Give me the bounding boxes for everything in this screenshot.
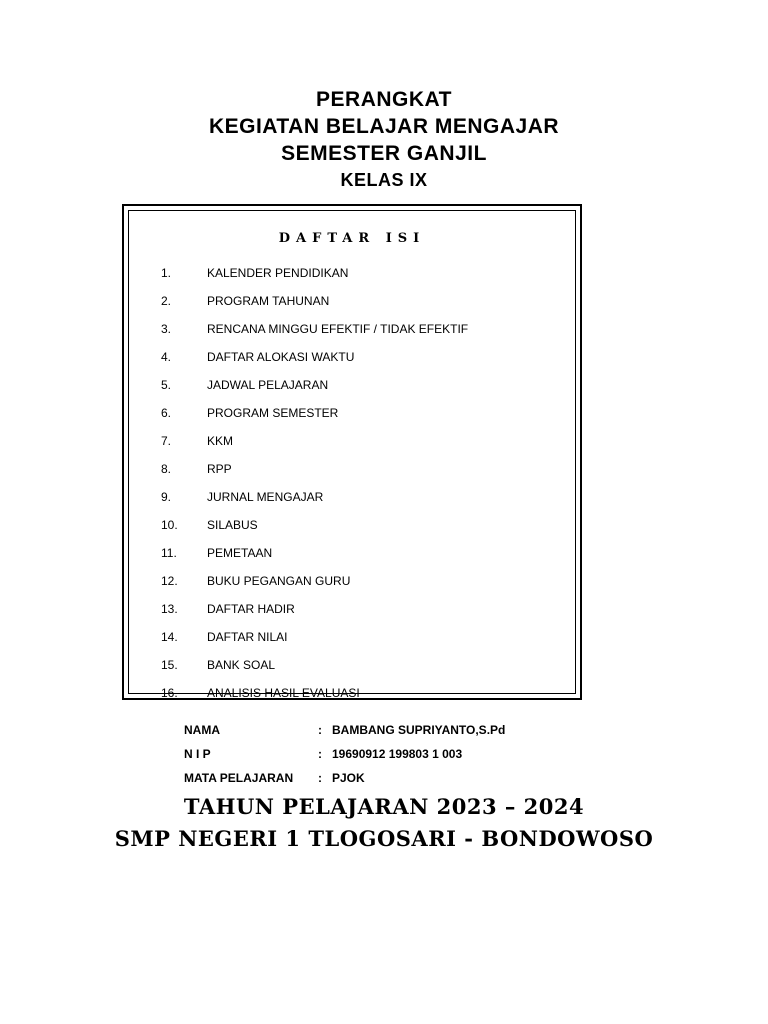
info-row (184, 742, 604, 766)
academic-year: TAHUN PELAJARAN 2023 – 2024 (183, 794, 585, 819)
info-colon: : (318, 747, 322, 761)
list-item (129, 651, 575, 679)
info-label: NAMA (184, 723, 220, 737)
info-colon: : (318, 723, 322, 737)
list-item-label: JURNAL MENGAJAR (207, 490, 324, 504)
info-label: N I P (184, 747, 211, 761)
list-item-label: PEMETAAN (207, 546, 273, 560)
list-item-label: ANALISIS HASIL EVALUASI (207, 686, 360, 700)
list-item (129, 287, 575, 315)
list-item-label: KKM (207, 434, 234, 448)
info-label: MATA PELAJARAN (184, 771, 294, 785)
list-item (129, 343, 575, 371)
list-item-number: 8. (161, 462, 172, 476)
list-item-label: BUKU PEGANGAN GURU (207, 574, 351, 588)
list-item (129, 483, 575, 511)
list-item-number: 15. (161, 658, 178, 672)
list-item-label: PROGRAM SEMESTER (207, 406, 339, 420)
list-item (129, 511, 575, 539)
list-item-number: 13. (161, 602, 178, 616)
list-item-label: PROGRAM TAHUNAN (207, 294, 330, 308)
list-item-label: BANK SOAL (207, 658, 276, 672)
school-name: SMP NEGERI 1 TLOGOSARI - BONDOWOSO (114, 826, 654, 851)
list-item-number: 2. (161, 294, 172, 308)
document-title (0, 86, 768, 193)
list-item (129, 427, 575, 455)
list-item-label: RPP (207, 462, 232, 476)
list-item (129, 595, 575, 623)
list-item-number: 9. (161, 490, 172, 504)
list-item (129, 623, 575, 651)
list-item-label: RENCANA MINGGU EFEKTIF / TIDAK EFEKTIF (207, 322, 469, 336)
list-item (129, 567, 575, 595)
list-item (129, 539, 575, 567)
list-item-label: DAFTAR NILAI (207, 630, 288, 644)
footer (0, 791, 768, 855)
info-row (184, 766, 604, 790)
list-item (129, 399, 575, 427)
list-item-label: DAFTAR ALOKASI WAKTU (207, 350, 355, 364)
list-item-number: 16. (161, 686, 178, 700)
title-line-1: PERANGKAT (316, 88, 452, 111)
table-of-contents-list (129, 259, 575, 707)
title-line-2: KEGIATAN BELAJAR MENGAJAR (208, 115, 560, 138)
title-line-4: KELAS IX (340, 170, 428, 190)
info-value: 19690912 199803 1 003 (332, 747, 463, 761)
list-item-label: DAFTAR HADIR (207, 602, 295, 616)
table-of-contents-box (122, 204, 582, 700)
title-line-3: SEMESTER GANJIL (281, 142, 487, 165)
list-item (129, 315, 575, 343)
list-item-number: 14. (161, 630, 178, 644)
teacher-info (184, 718, 604, 790)
list-item-number: 4. (161, 350, 172, 364)
list-item-label: JADWAL PELAJARAN (207, 378, 329, 392)
table-of-contents-heading: DAFTAR ISI (278, 231, 426, 246)
list-item-number: 5. (161, 378, 172, 392)
list-item-number: 7. (161, 434, 172, 448)
list-item-number: 1. (161, 266, 172, 280)
info-value: BAMBANG SUPRIYANTO,S.Pd (332, 723, 506, 737)
info-colon: : (318, 771, 322, 785)
list-item (129, 455, 575, 483)
info-row (184, 718, 604, 742)
list-item-number: 11. (161, 546, 177, 560)
list-item (129, 679, 575, 707)
list-item-number: 3. (161, 322, 172, 336)
list-item (129, 371, 575, 399)
list-item (129, 259, 575, 287)
list-item-number: 6. (161, 406, 172, 420)
list-item-number: 12. (161, 574, 178, 588)
list-item-label: KALENDER PENDIDIKAN (207, 266, 349, 280)
list-item-number: 10. (161, 518, 178, 532)
list-item-label: SILABUS (207, 518, 258, 532)
info-value: PJOK (332, 771, 365, 785)
table-of-contents-inner-border (128, 210, 576, 700)
